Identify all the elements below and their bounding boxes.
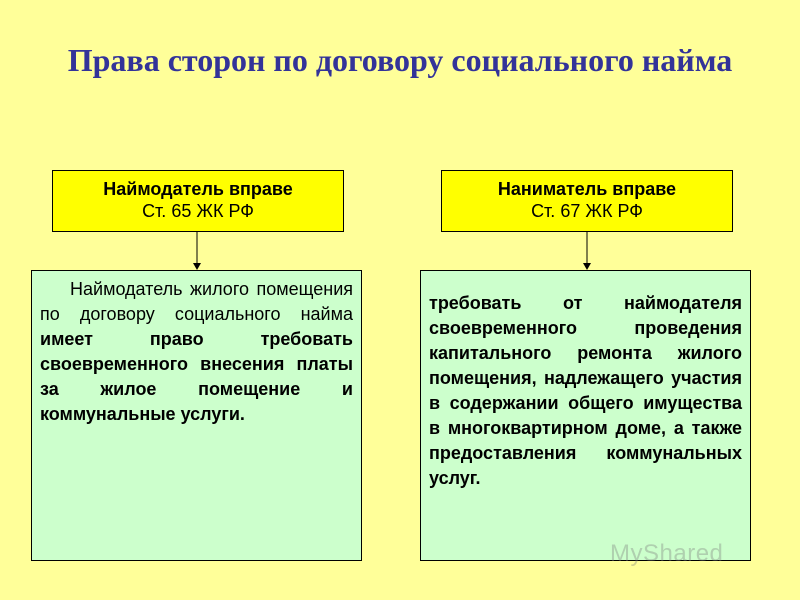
landlord-rights-text: Наймодатель жилого помещения по договору социального найма <box>40 279 353 324</box>
landlord-rights-box <box>31 270 362 561</box>
tenant-header-title: Наниматель вправе <box>497 179 677 199</box>
tenant-header-article: Ст. 67 ЖК РФ <box>531 201 643 221</box>
watermark-logo: MyShared <box>610 540 724 567</box>
arrow-left-head <box>193 263 201 270</box>
landlord-rights-bold-text: имеет право требовать своевременного внесения платы за жилое помещение и коммунальные услуги. <box>40 329 353 424</box>
tenant-rights-box <box>420 270 751 561</box>
landlord-header-article: Ст. 65 ЖК РФ <box>142 201 254 221</box>
page-title: Права сторон по договору социального найма <box>67 42 733 78</box>
tenant-header-box <box>441 170 733 232</box>
landlord-header-title: Наймодатель вправе <box>103 179 293 199</box>
arrow-right-head <box>583 263 591 270</box>
tenant-rights-text: требовать от наймодателя своевременного проведения капитального ремонта жилого помещения, надлежащего участия в содержании общего имущества в многоквартирном доме, а также предоставления коммунальных услуг. <box>429 293 742 488</box>
landlord-header-box <box>52 170 344 232</box>
